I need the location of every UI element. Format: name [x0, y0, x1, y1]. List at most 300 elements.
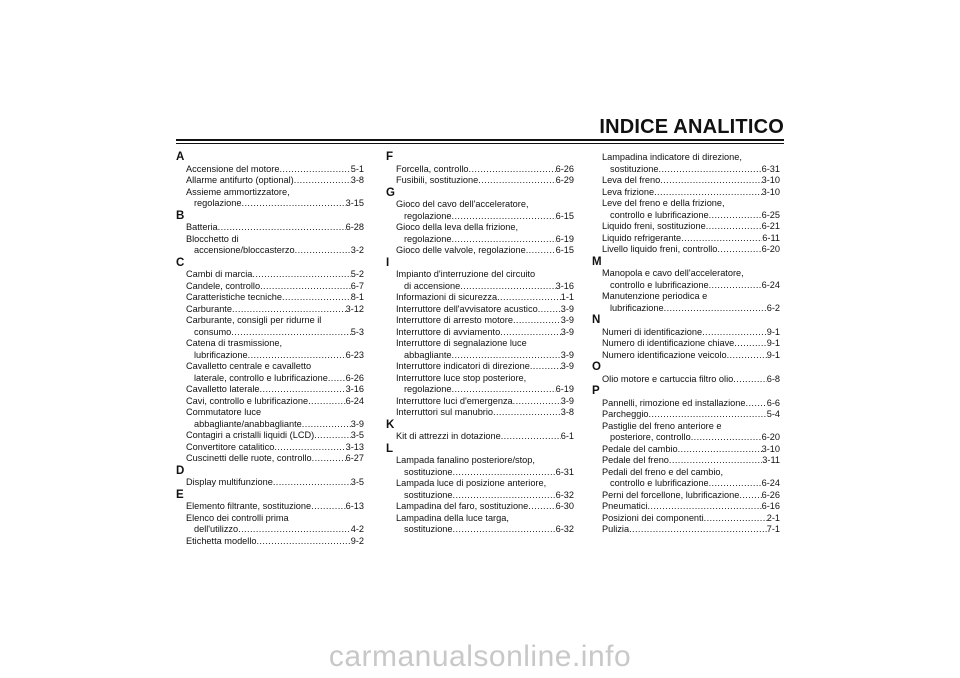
dot-leader	[709, 478, 762, 490]
watermark: carmanualsonline.info	[328, 640, 632, 673]
index-entry-page: 1-1	[560, 292, 574, 302]
index-entry-page: 6-16	[761, 501, 780, 511]
index-entry	[592, 409, 780, 421]
index-entry-page: 3-10	[761, 186, 780, 197]
index-entry-text: sostituzione	[404, 489, 453, 500]
index-entry-line	[386, 431, 574, 443]
index-entry-text: Allarme antifurto (optional)	[186, 175, 294, 185]
index-entry	[386, 513, 574, 536]
dot-leader	[717, 244, 761, 256]
index-entry-text: Lampada luce di posizione anteriore,	[396, 478, 547, 488]
index-entry-text: regolazione	[404, 384, 452, 394]
index-entry-text: Pedale del cambio	[602, 443, 678, 454]
index-entry-line	[386, 234, 574, 246]
dot-leader	[273, 477, 351, 489]
index-entry-text: Manopola e cavo dell'acceleratore,	[602, 268, 744, 278]
index-entry-page: 3-12	[345, 303, 364, 314]
index-entry-line	[592, 268, 780, 280]
index-entry-page: 3-9	[560, 326, 574, 337]
index-entry	[176, 453, 364, 465]
index-entry-line	[176, 222, 364, 234]
index-entry-line	[176, 292, 364, 304]
index-entry-line	[592, 501, 780, 513]
index-entry-text: controllo e lubrificazione	[610, 478, 709, 488]
index-entry	[592, 490, 780, 502]
index-entry-text: Liquido freni, sostituzione	[602, 221, 706, 231]
index-entry-line	[592, 152, 780, 164]
section-letter: G	[386, 186, 395, 199]
index-entry-page: 6-31	[761, 163, 780, 174]
index-entry	[176, 269, 364, 281]
index-entry-text: Lampadina del faro, sostituzione	[396, 501, 529, 511]
dot-leader	[256, 536, 350, 548]
index-entry-text: Convertitore catalitico	[186, 441, 275, 452]
index-entry-page: 3-8	[560, 407, 574, 417]
dot-leader	[260, 281, 351, 293]
index-entry-text: Numeri di identificazione	[602, 326, 703, 337]
index-entry	[592, 291, 780, 314]
index-entry-page: 6-24	[761, 279, 780, 290]
dot-leader	[513, 315, 561, 327]
section-letter: B	[176, 209, 185, 222]
index-entry	[386, 164, 574, 176]
index-entry-page: 6-20	[761, 244, 780, 254]
section-letter: E	[176, 488, 184, 501]
section-letter: I	[386, 256, 390, 269]
index-entry-line	[176, 281, 364, 293]
index-entry-line	[386, 455, 574, 467]
index-entry-line	[592, 187, 780, 199]
index-entry-page: 6-26	[555, 163, 574, 174]
index-entry-line	[176, 245, 364, 257]
index-entry-text: regolazione	[194, 198, 242, 208]
dot-leader	[739, 490, 761, 502]
index-entry	[386, 199, 574, 222]
index-entry	[176, 315, 364, 338]
index-entry-line	[592, 291, 780, 303]
dot-leader	[260, 384, 346, 396]
index-entry-text: Interruttore luce stop posteriore,	[396, 372, 527, 383]
index-entry-text: Posizioni dei componenti	[602, 512, 704, 523]
index-entry	[592, 244, 780, 256]
index-entry	[592, 444, 780, 456]
index-entry-line	[386, 222, 574, 234]
dot-leader	[218, 222, 346, 234]
index-entry-text: abbagliante	[404, 349, 452, 360]
index-column-1	[176, 151, 364, 547]
index-entry-line	[386, 199, 574, 211]
index-entry-page: 7-1	[766, 524, 780, 534]
index-entry-line	[176, 187, 364, 199]
index-entry-page: 3-16	[555, 280, 574, 291]
index-entry-page: 5-2	[350, 269, 364, 279]
index-entry-line	[176, 396, 364, 408]
index-entry-text: Pedale del freno	[602, 455, 669, 465]
index-entry-line	[592, 432, 780, 444]
index-entry-page: 6-23	[345, 349, 364, 360]
index-entry	[592, 467, 780, 490]
dot-leader	[311, 501, 345, 513]
dot-leader	[452, 350, 561, 362]
index-entry-text: controllo e lubrificazione	[610, 209, 709, 220]
index-entry-text: Interruttore indicatori di direzione	[396, 361, 530, 371]
index-entry-page: 3-9	[350, 418, 364, 429]
index-entry-line	[386, 211, 574, 223]
index-entry-line	[592, 409, 780, 421]
index-entry-page: 6-15	[555, 245, 574, 255]
index-entry-text: Pneumatici	[602, 501, 648, 511]
index-entry-page: 6-2	[766, 302, 780, 313]
dot-leader	[453, 524, 556, 536]
index-entry	[386, 407, 574, 419]
index-column-3	[592, 152, 780, 536]
index-entry-text: Interruttore dell'avvisatore acustico	[396, 303, 538, 314]
dot-leader	[681, 233, 762, 245]
index-entry-page: 6-21	[761, 221, 780, 231]
index-entry	[176, 164, 364, 176]
section-letter: P	[592, 385, 600, 397]
index-entry-text: lubrificazione	[194, 349, 248, 360]
index-entry-line	[592, 490, 780, 502]
index-entry	[176, 442, 364, 454]
dot-leader	[513, 396, 561, 408]
dot-leader	[478, 175, 555, 187]
index-entry-text: controllo e lubrificazione	[610, 279, 709, 290]
dot-leader	[248, 350, 346, 362]
index-entry	[386, 304, 574, 316]
dot-leader	[302, 419, 351, 431]
index-entry-line	[386, 338, 574, 350]
index-entry	[592, 268, 780, 291]
index-entry-text: Forcella, controllo	[396, 163, 469, 174]
dot-leader	[647, 501, 761, 513]
index-entry-text: Accensione del motore	[186, 163, 280, 174]
index-entry-page: 9-1	[766, 326, 780, 337]
dot-leader	[526, 245, 556, 257]
index-entry-line	[592, 164, 780, 176]
index-entry	[592, 338, 780, 350]
index-entry-line	[176, 327, 364, 339]
title-rule-thin	[176, 143, 784, 144]
index-entry-line	[386, 269, 574, 281]
index-entry-text: posteriore, controllo	[610, 432, 691, 442]
index-entry-line	[176, 384, 364, 396]
index-entry-text: Cuscinetti delle ruote, controllo	[186, 453, 312, 463]
index-entry-text: Lampada fanalino posteriore/stop,	[396, 455, 535, 465]
index-entry-page: 3-11	[762, 455, 780, 465]
index-entry-line	[592, 210, 780, 222]
index-entry-text: Interruttore luci d'emergenza	[396, 395, 513, 406]
index-entry-line	[386, 361, 574, 373]
index-entry-page: 4-2	[350, 524, 364, 534]
dot-leader	[704, 513, 767, 525]
index-entry-page: 6-1	[560, 431, 574, 441]
index-entry-page: 5-1	[350, 163, 364, 174]
dot-leader	[282, 292, 351, 304]
index-entry-line	[176, 373, 364, 385]
index-entry	[176, 187, 364, 210]
page-title: INDICE ANALITICO	[599, 116, 784, 138]
dot-leader	[659, 164, 762, 176]
index-entry-line	[176, 442, 364, 454]
index-entry	[386, 431, 574, 443]
index-entry-line	[386, 478, 574, 490]
index-entry	[176, 407, 364, 430]
section-letter: N	[592, 314, 601, 326]
dot-leader	[654, 187, 762, 199]
index-entry-line	[386, 245, 574, 257]
index-entry-line	[176, 430, 364, 442]
index-entry-line	[176, 269, 364, 281]
index-entry-text: Cavalletto centrale e cavalletto	[186, 361, 312, 371]
index-entry-line	[592, 350, 780, 362]
index-entry	[386, 245, 574, 257]
index-entry-text: Contagiri a cristalli liquidi (LCD)	[186, 430, 315, 440]
index-entry-line	[592, 398, 780, 410]
index-entry	[176, 292, 364, 304]
index-entry	[592, 233, 780, 245]
index-entry	[592, 374, 780, 386]
index-entry-page: 6-32	[555, 489, 574, 500]
index-entry-line	[176, 477, 364, 489]
dot-leader	[709, 210, 762, 222]
index-entry-line	[386, 327, 574, 339]
index-entry-line	[386, 175, 574, 187]
index-entry-line	[386, 315, 574, 327]
index-entry-line	[386, 281, 574, 293]
dot-leader	[664, 303, 767, 315]
dot-leader	[734, 338, 766, 350]
dot-leader	[538, 304, 561, 316]
index-entry-text: Carburante	[186, 303, 232, 314]
index-entry-line	[386, 490, 574, 502]
dot-leader	[452, 234, 556, 246]
dot-leader	[274, 442, 345, 454]
index-entry-page: 3-13	[345, 441, 364, 452]
dot-leader	[709, 280, 762, 292]
index-entry-page: 3-16	[345, 384, 364, 394]
index-entry-page: 3-9	[560, 349, 574, 360]
index-entry	[386, 478, 574, 501]
index-entry-line	[176, 164, 364, 176]
index-entry-line	[592, 524, 780, 536]
index-entry-page: 9-1	[766, 338, 780, 348]
index-entry-text: Batteria	[186, 222, 218, 232]
dot-leader	[295, 245, 351, 257]
index-entry	[176, 281, 364, 293]
index-entry-line	[176, 524, 364, 536]
section-letter: O	[592, 361, 601, 373]
title-rule-thick	[176, 139, 784, 141]
index-entry-page: 6-31	[555, 466, 574, 477]
index-entry	[386, 175, 574, 187]
dot-leader	[500, 327, 561, 339]
index-entry-page: 6-25	[761, 209, 780, 220]
index-entry-text: sostituzione	[404, 524, 453, 534]
index-entry-line	[386, 164, 574, 176]
index-entry	[592, 455, 780, 467]
dot-leader	[648, 409, 766, 421]
index-entry-line	[176, 501, 364, 513]
index-entry	[592, 221, 780, 233]
index-entry-line	[592, 327, 780, 339]
index-entry-page: 6-29	[555, 175, 574, 185]
dot-leader	[501, 431, 561, 443]
index-entry-text: Interruttore di avviamento	[396, 326, 501, 337]
dot-leader	[453, 467, 556, 479]
index-entry-text: Cavalletto laterale	[186, 384, 260, 394]
index-entry-line	[592, 455, 780, 467]
index-entry	[592, 198, 780, 221]
index-entry-page: 6-30	[555, 501, 574, 511]
index-entry-page: 6-13	[345, 501, 364, 511]
index-entry	[386, 455, 574, 478]
index-entry-page: 5-4	[766, 409, 780, 419]
index-entry-text: di accensione	[404, 280, 461, 291]
index-entry-page: 3-10	[761, 443, 780, 454]
index-entry-page: 6-7	[350, 280, 364, 291]
index-entry-text: Assieme ammortizzatore,	[186, 186, 290, 197]
dot-leader	[493, 407, 561, 419]
index-entry-page: 6-15	[555, 210, 574, 221]
index-entry-line	[176, 361, 364, 373]
index-entry-page: 6-28	[345, 222, 364, 232]
index-entry	[176, 536, 364, 548]
index-entry-text: Livello liquido freni, controllo	[602, 244, 718, 254]
index-entry-page: 6-20	[761, 432, 780, 442]
index-entry-text: Catena di trasmissione,	[186, 338, 283, 348]
index-entry-text: Kit di attrezzi in dotazione	[396, 431, 501, 441]
index-entry-text: Etichetta modello	[186, 535, 257, 546]
index-entry-page: 6-24	[761, 478, 780, 488]
index-entry-text: sostituzione	[404, 466, 453, 477]
index-entry-text: Fusibili, sostituzione	[396, 175, 479, 185]
index-entry-text: Interruttori sul manubrio	[396, 407, 494, 417]
index-entry-line	[592, 198, 780, 210]
index-entry-text: abbagliante/anabbagliante	[194, 418, 302, 429]
index-entry	[176, 234, 364, 257]
index-entry-line	[592, 478, 780, 490]
dot-leader	[314, 430, 351, 442]
dot-leader	[279, 164, 350, 176]
index-entry-text: Carburante, consigli per ridurne il	[186, 315, 322, 325]
index-entry-text: Leve del freno e della frizione,	[602, 198, 725, 208]
index-entry-text: Numero identificazione veicolo	[602, 349, 727, 360]
index-entry-line	[592, 244, 780, 256]
index-entry-line	[592, 175, 780, 187]
dot-leader	[528, 501, 555, 513]
index-entry-text: Leva frizione	[602, 186, 655, 197]
index-entry-text: Informazioni di sicurezza	[396, 292, 498, 302]
index-entry-line	[386, 407, 574, 419]
dot-leader	[308, 396, 346, 408]
dot-leader	[530, 361, 561, 373]
index-entry-text: regolazione	[404, 210, 452, 221]
index-entry-page: 6-32	[555, 524, 574, 534]
dot-leader	[460, 281, 555, 293]
index-entry-text: Commutatore luce	[186, 407, 262, 417]
index-entry	[592, 187, 780, 199]
index-entry-line	[592, 221, 780, 233]
index-entry	[386, 269, 574, 292]
index-entry-line	[386, 384, 574, 396]
dot-leader	[746, 398, 767, 410]
index-entry-page: 3-10	[761, 175, 780, 185]
index-entry	[592, 524, 780, 536]
index-entry-text: dell'utilizzo	[194, 524, 239, 534]
index-entry-text: Liquido refrigerante	[602, 232, 682, 243]
index-entry	[592, 398, 780, 410]
dot-leader	[328, 373, 346, 385]
index-entry-page: 6-8	[766, 373, 780, 384]
index-entry	[592, 501, 780, 513]
index-entry-page: 3-15	[345, 198, 364, 208]
index-entry	[176, 477, 364, 489]
index-entry-line	[176, 234, 364, 246]
dot-leader	[629, 524, 767, 536]
index-entry-line	[176, 407, 364, 419]
index-entry-line	[592, 444, 780, 456]
index-entry-text: accensione/bloccasterzo	[194, 245, 295, 255]
index-entry-line	[176, 315, 364, 327]
index-entry-text: Manutenzione periodica e	[602, 291, 708, 301]
index-entry-page: 6-26	[761, 489, 780, 500]
index-entry-text: Interruttore di arresto motore	[396, 315, 513, 325]
index-entry-text: consumo	[194, 326, 232, 337]
dot-leader	[660, 175, 761, 187]
index-column-2	[386, 151, 574, 536]
index-entry-line	[176, 198, 364, 210]
index-entry	[176, 222, 364, 234]
index-entry	[592, 175, 780, 187]
index-entry-page: 6-19	[555, 233, 574, 244]
index-entry-text: Pastiglie del freno anteriore e	[602, 420, 722, 431]
index-entry-text: Gioco del cavo dell'acceleratore,	[396, 199, 529, 209]
section-letter: A	[176, 151, 185, 163]
index-entry-text: Pulizia	[602, 524, 630, 534]
index-entry	[176, 430, 364, 442]
index-entry	[176, 513, 364, 536]
index-entry	[386, 222, 574, 245]
dot-leader	[469, 164, 556, 176]
index-entry-page: 6-11	[762, 232, 780, 243]
section-letter: F	[386, 151, 394, 163]
index-entry-page: 6-24	[345, 395, 364, 406]
index-entry-line	[386, 501, 574, 513]
index-entry-text: Pedali del freno e del cambio,	[602, 466, 724, 477]
dot-leader	[294, 175, 351, 187]
index-entry-line	[176, 338, 364, 350]
index-entry-text: Leva del freno	[602, 175, 661, 185]
index-entry-line	[386, 373, 574, 385]
index-entry-page: 6-27	[345, 453, 364, 463]
index-entry-line	[592, 280, 780, 292]
dot-leader	[238, 524, 351, 536]
index-entry-page: 2-1	[766, 512, 780, 523]
dot-leader	[242, 198, 346, 210]
index-entry-text: sostituzione	[610, 163, 659, 174]
index-entry-text: Gioco della leva della frizione,	[396, 222, 519, 232]
index-entry-text: Lampadina indicatore di direzione,	[602, 152, 742, 162]
section-letter: L	[386, 442, 394, 455]
index-entry-line	[592, 421, 780, 433]
index-entry	[386, 361, 574, 373]
index-entry	[176, 175, 364, 187]
dot-leader	[669, 455, 762, 467]
section-letter: K	[386, 418, 395, 431]
index-entry-line	[176, 536, 364, 548]
index-entry-page: 3-9	[560, 395, 574, 406]
